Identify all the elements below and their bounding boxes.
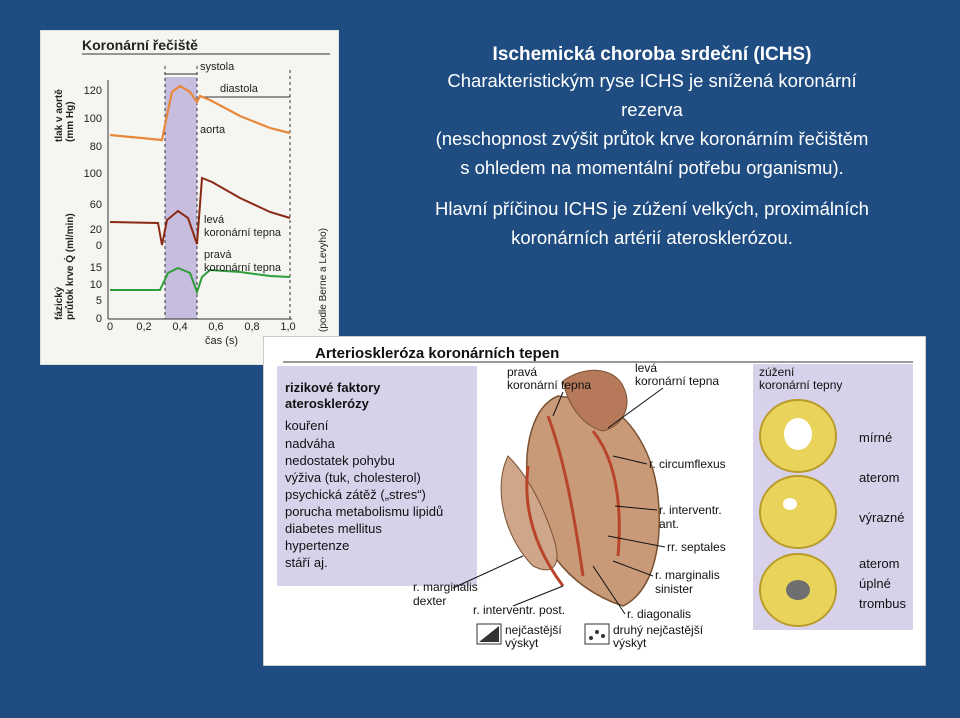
xtick: 0,8 bbox=[244, 321, 260, 333]
slide-title: Ischemická choroba srdeční (ICHS) bbox=[492, 44, 812, 65]
legend-most-frequent-2: výskyt bbox=[505, 636, 539, 650]
stage-thrombus: trombus bbox=[859, 596, 906, 611]
stage-marked: výrazné bbox=[859, 510, 905, 525]
left-artery-label: levá bbox=[204, 214, 225, 226]
label-interventr-post: r. interventr. post. bbox=[473, 603, 566, 617]
label-interventr-ant: r. interventr. bbox=[659, 503, 722, 517]
definition-line: rezerva bbox=[621, 99, 683, 120]
ytick: 120 bbox=[83, 85, 102, 97]
atherosclerosis-figure bbox=[263, 336, 926, 666]
legend-second-frequent-2: výskyt bbox=[613, 636, 647, 650]
y-axis-label-top: tlak v aortě bbox=[54, 89, 65, 142]
systola-label: systola bbox=[200, 61, 235, 73]
label-marginalis-sinister-2: sinister bbox=[655, 582, 694, 596]
label-stenosis: zúžení bbox=[759, 365, 795, 379]
label-left-coronary-2: koronární tepna bbox=[635, 374, 720, 388]
right-artery-label: pravá bbox=[204, 249, 232, 261]
stage-atheroma: aterom bbox=[859, 470, 900, 485]
source-label: (podle Berne a Levyho) bbox=[318, 228, 329, 332]
ytick: 10 bbox=[89, 279, 102, 291]
figure1-title: Koronární řečiště bbox=[82, 37, 198, 53]
ytick: 5 bbox=[95, 295, 102, 307]
risk-item: stáří aj. bbox=[285, 555, 328, 570]
label-marginalis-dexter-2: dexter bbox=[413, 594, 447, 608]
ytick: 60 bbox=[89, 199, 102, 211]
ytick: 15 bbox=[89, 262, 102, 274]
risk-item: psychická zátěž („stres“) bbox=[285, 487, 426, 502]
ytick: 0 bbox=[95, 240, 102, 252]
aorta-label: aorta bbox=[200, 124, 226, 136]
risk-item: nadváha bbox=[285, 436, 335, 451]
ytick: 0 bbox=[95, 313, 102, 325]
y-axis-label-top-unit: (mm Hg) bbox=[65, 101, 76, 142]
vessel-cross-sections bbox=[760, 400, 836, 626]
risk-item: porucha metabolismu lipidů bbox=[285, 504, 444, 519]
risk-item: diabetes mellitus bbox=[285, 521, 382, 536]
figure2-title: Arterioskleróza koronárních tepen bbox=[315, 345, 560, 362]
risk-item: hypertenze bbox=[285, 538, 350, 553]
label-diagonalis: r. diagonalis bbox=[627, 607, 692, 621]
xtick: 1,0 bbox=[280, 321, 296, 333]
coronary-flow-figure bbox=[40, 30, 339, 365]
ytick: 100 bbox=[83, 113, 102, 125]
definition-line: s ohledem na momentální potřebu organismu). bbox=[460, 157, 844, 178]
ytick: 20 bbox=[89, 224, 102, 236]
ytick: 80 bbox=[89, 141, 102, 153]
x-axis-label: čas (s) bbox=[205, 335, 238, 347]
label-right-coronary-2: koronární tepna bbox=[507, 378, 592, 392]
risk-item: kouření bbox=[285, 418, 329, 433]
cause-line: koronárních artérií aterosklerózou. bbox=[511, 227, 793, 248]
y-axis-label-bottom: fázický bbox=[54, 286, 65, 320]
slide-text bbox=[352, 44, 952, 252]
definition-line: (neschopnost zvýšit průtok krve koronárním řečištěm bbox=[435, 128, 869, 149]
cause-line: Hlavní příčinou ICHS je zúžení velkých, proximálních bbox=[435, 198, 869, 219]
legend-second-frequent: druhý nejčastější bbox=[613, 623, 704, 637]
risk-title: rizikové faktory bbox=[285, 380, 381, 395]
label-stenosis-2: koronární tepny bbox=[759, 378, 843, 392]
y-axis-label-bottom-2: průtok krve Q̇ (ml/min) bbox=[65, 213, 76, 320]
stage-atheroma-2: aterom bbox=[859, 556, 900, 571]
label-right-coronary: pravá bbox=[507, 365, 538, 379]
xtick: 0 bbox=[106, 321, 114, 333]
label-interventr-ant-2: ant. bbox=[659, 517, 680, 531]
xtick: 0,6 bbox=[208, 321, 224, 333]
label-marginalis-sinister: r. marginalis bbox=[655, 568, 720, 582]
right-artery-label-2: koronární tepna bbox=[204, 262, 282, 274]
diastola-label: diastola bbox=[220, 83, 258, 95]
stage-complete: úplné bbox=[859, 576, 891, 591]
ytick: 100 bbox=[83, 168, 102, 180]
label-marginalis-dexter: r. marginalis bbox=[413, 580, 478, 594]
label-septales: rr. septales bbox=[667, 540, 726, 554]
label-left-coronary: levá bbox=[635, 361, 658, 375]
risk-item: výživa (tuk, cholesterol) bbox=[285, 470, 421, 485]
left-artery-label-2: koronární tepna bbox=[204, 227, 282, 239]
systole-band bbox=[165, 77, 197, 319]
risk-item: nedostatek pohybu bbox=[285, 453, 395, 468]
stage-mild: mírné bbox=[859, 430, 893, 445]
label-circumflex: r. circumflexus bbox=[649, 457, 726, 471]
definition-line: Charakteristickým ryse ICHS je snížená koronární bbox=[447, 70, 857, 91]
risk-title-2: aterosklerózy bbox=[285, 396, 369, 411]
xtick: 0,2 bbox=[136, 321, 152, 333]
legend-most-frequent: nejčastější bbox=[505, 623, 562, 637]
xtick: 0,4 bbox=[172, 321, 188, 333]
